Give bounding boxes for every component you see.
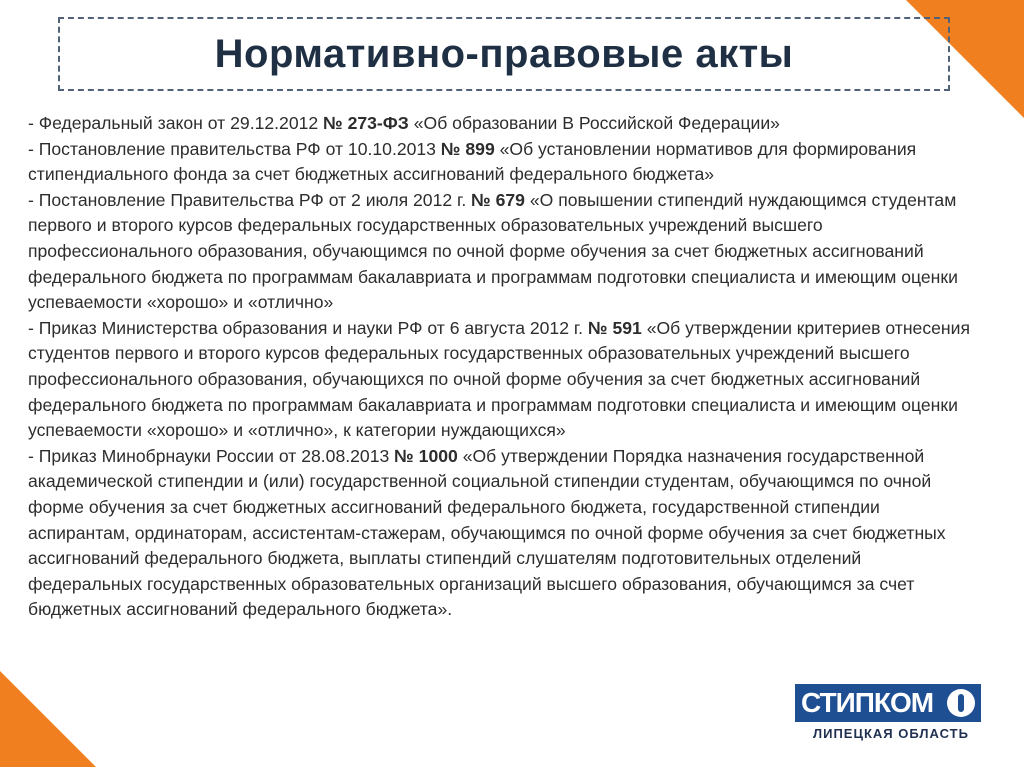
act-number: № 591 [587,317,642,338]
acts-list [28,111,978,623]
act-description: «Об образовании В Российской Федерации» [408,113,780,133]
act-description: «О повышении стипендий нуждающимся студентам первого и второго курсов федеральных государственных образовательных учреждений высшего профессионального образования, обучающимся по очной форме обучения за счет бюджетных ассигнований федерального бюджета по программам бакалавриата и программам подготовки специалиста и имеющим оценки успеваемости «хорошо» и «отлично» [28,189,958,313]
act-number: № 899 [440,138,495,159]
act-number: № 679 [471,189,525,210]
logo-wordmark: СТИПКОМ [801,687,934,718]
act-item [28,137,978,188]
act-text: - Федеральный закон от 29.12.2012 [28,113,324,133]
act-text: - Приказ Минобрнауки России от 28.08.2013 [28,445,395,466]
act-number: № 273-ФЗ [323,113,409,133]
act-text: - Постановление правительства РФ от 10.10.2013 [28,138,441,159]
logo-region: ЛИПЕЦКАЯ ОБЛАСТЬ [813,726,969,741]
stipkom-logo [795,684,983,746]
act-number: № 1000 [394,445,458,466]
act-item [28,444,978,623]
act-item [28,188,978,316]
slide-title: Нормативно-правовые акты [214,31,794,76]
emblem-icon [947,689,975,717]
act-description: «Об утверждении критериев отнесения студентов первого и второго курсов федеральных государственных образовательных учреждений высшего профессионального образования, обучающихся по очной форме обучения за счет бюджетных ассигнований федерального бюджета по программам бакалавриата и программам подготовки специалиста и имеющим оценки успеваемости «хорошо» и «отлично», к категории нуждающихся» [28,317,970,441]
act-text: - Приказ Министерства образования и науки РФ от 6 августа 2012 г. [28,317,588,338]
act-description: «Об установлении нормативов для формирования стипендиального фонда за счет бюджетных ассигнований федерального бюджета» [28,138,917,185]
act-text: - Постановление Правительства РФ от 2 июля 2012 г. [28,189,472,210]
logo-banner [795,684,981,722]
act-description: «Об утверждении Порядка назначения государственной академической стипендии и (или) государственной социальной стипендии студентам, обучающимся по очной форме обучения за счет бюджетных ассигнований федерального бюджета, государственной стипендии аспирантам, ординаторам, ассистентам-стажерам, обучающимся по очной форме обучения за счет бюджетных ассигнований федерального бюджета, выплаты стипендий слушателям подготовительных отделений федеральных государственных образовательных организаций высшего образования, обучающимся за счет бюджетных ассигнований федерального бюджета». [28,445,946,620]
corner-decoration-bottom-left [0,671,96,767]
title-frame [58,17,950,91]
act-item [28,111,978,137]
act-item [28,316,978,444]
